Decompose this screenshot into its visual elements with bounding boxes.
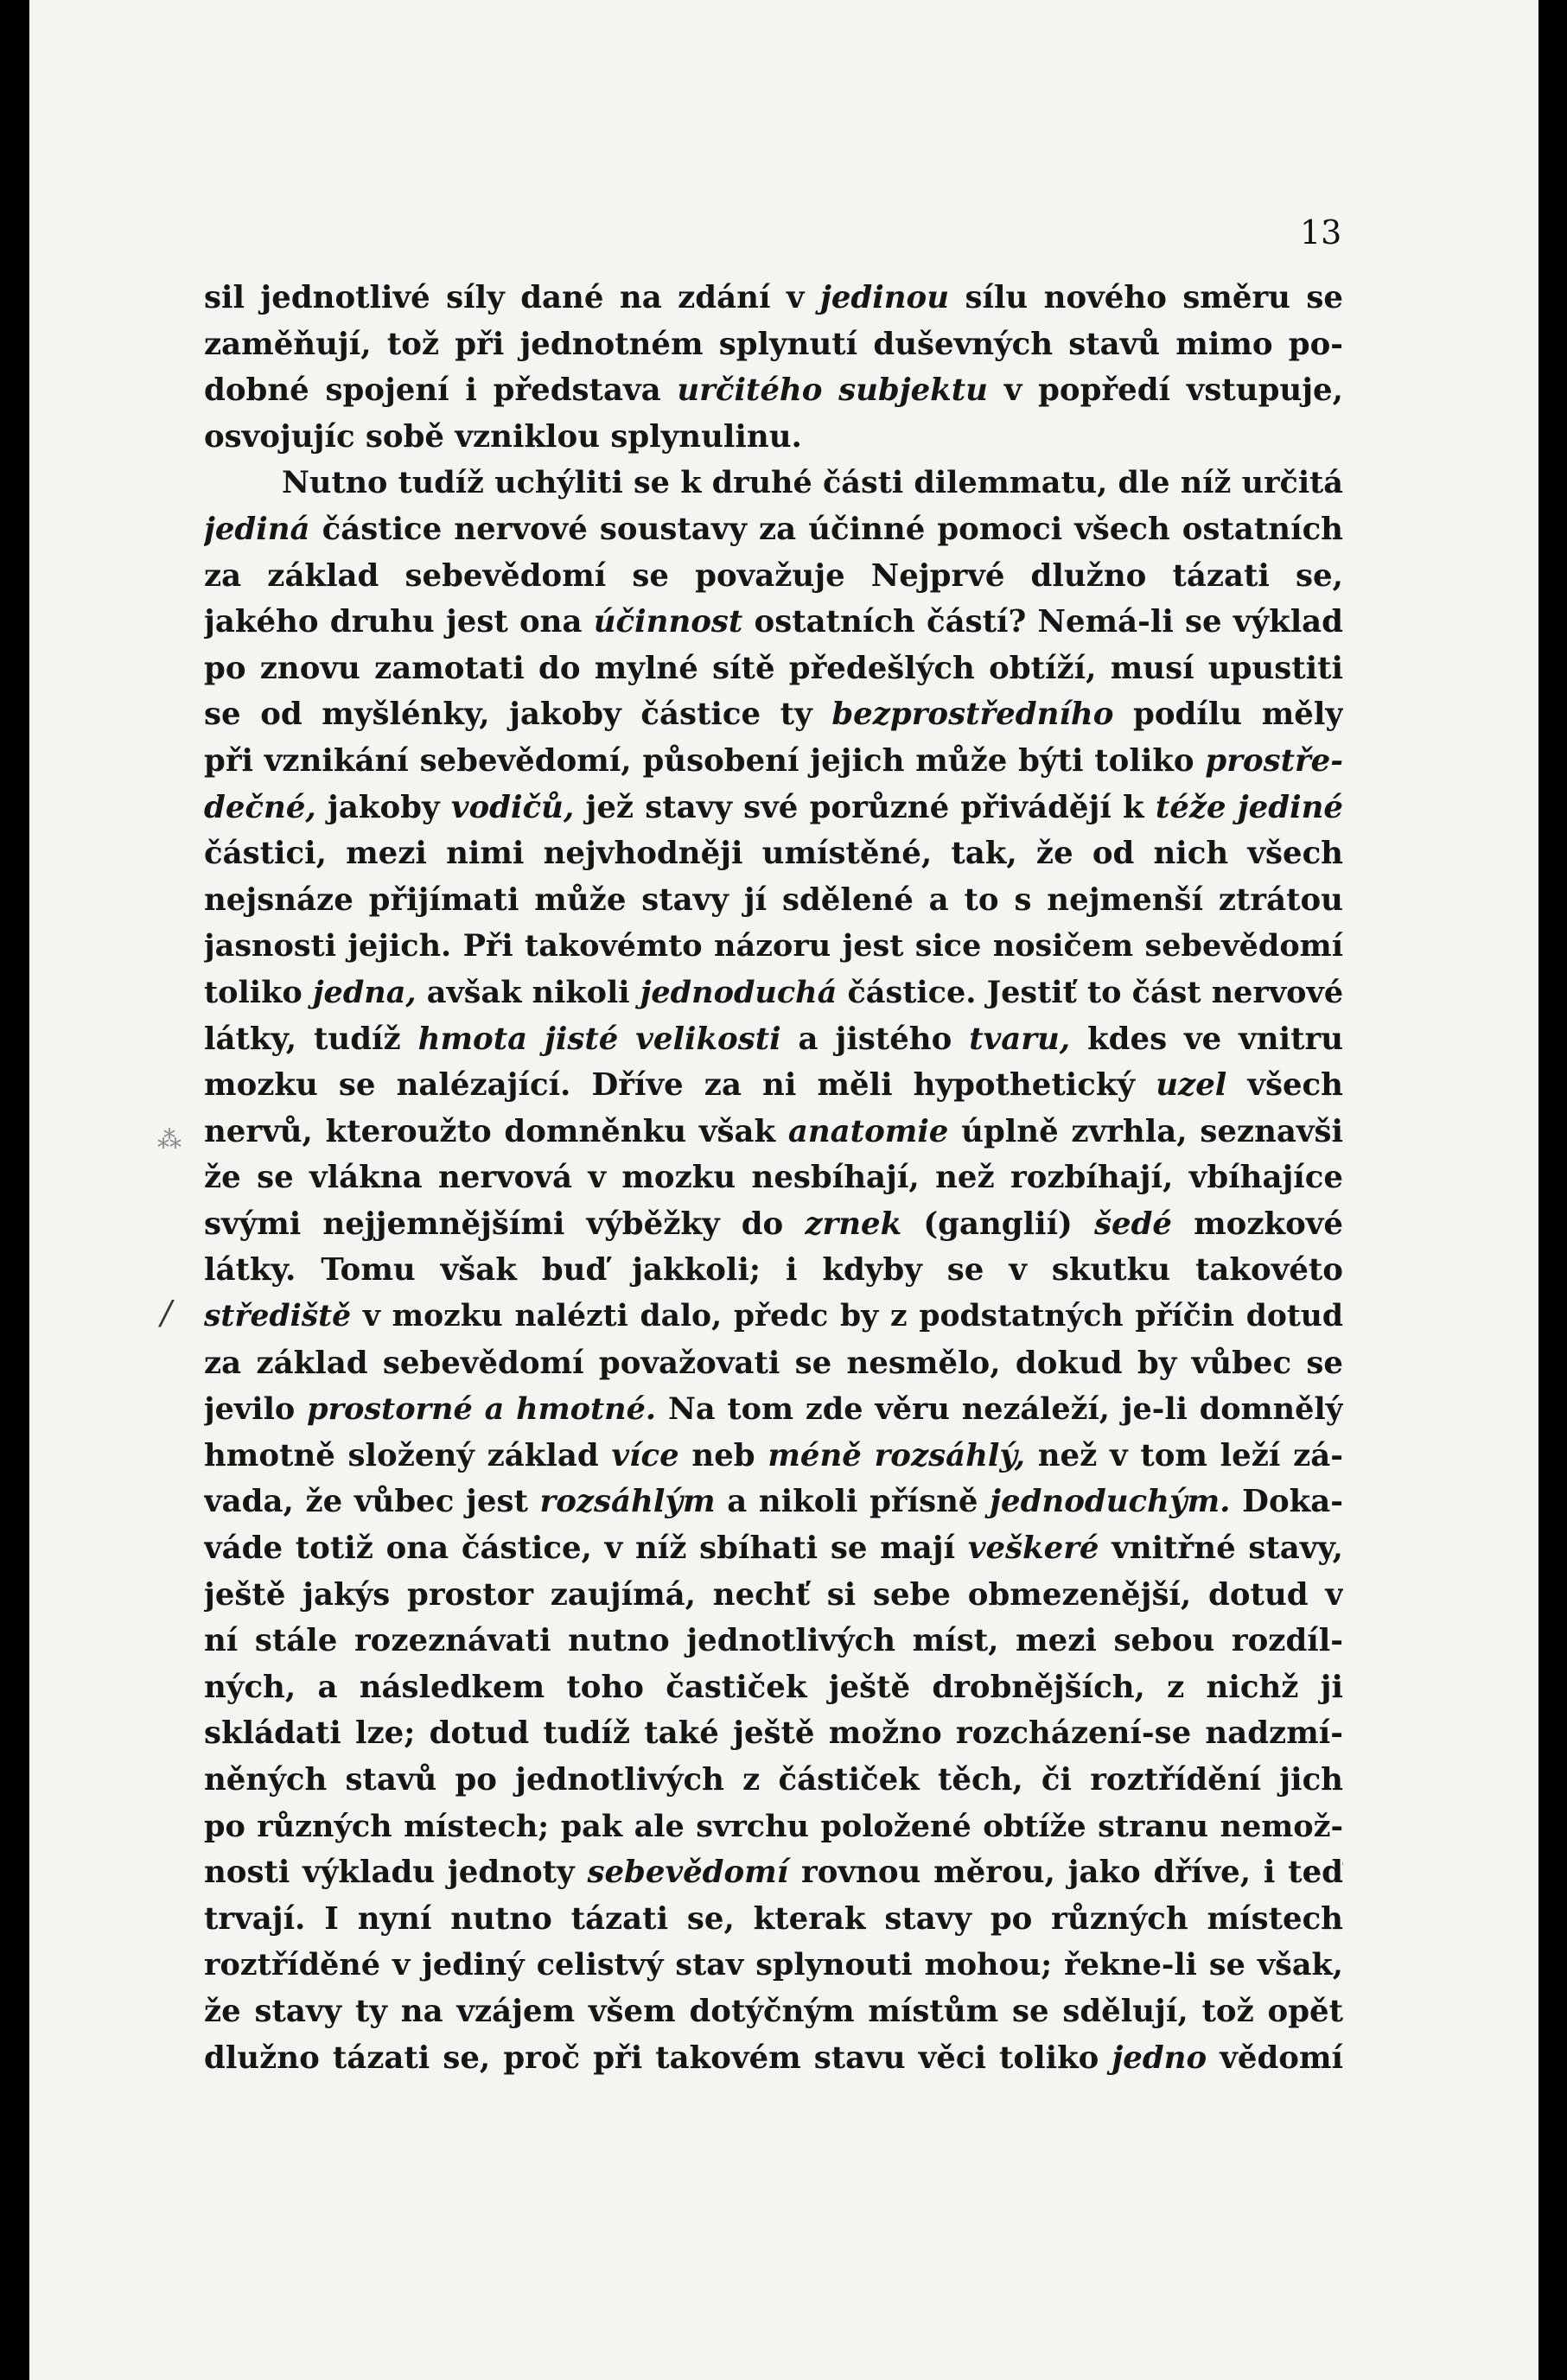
text-run: mozku se nalézající. Dříve za ni měli hypothetický bbox=[204, 1067, 1156, 1104]
italic-text: prostorné a hmotné. bbox=[307, 1391, 657, 1428]
text-run: vada, že vůbec jest bbox=[204, 1484, 540, 1520]
text-run: ní stále rozeznávati nutno jednotlivých míst, mezi sebou rozdíl- bbox=[204, 1623, 1343, 1659]
page-number: 13 bbox=[1300, 213, 1342, 251]
text-line bbox=[204, 1849, 1343, 1896]
text-line bbox=[204, 1989, 1343, 2035]
italic-text: určitého subjektu bbox=[677, 372, 988, 409]
text-run: při vznikání sebevědomí, působení jejich může býti toliko bbox=[204, 742, 1206, 779]
text-run: roztříděné v jediný celistvý stav splynouti mohou; řekne-li se však, bbox=[204, 1947, 1343, 1983]
italic-text: hmota jisté velikosti bbox=[417, 1021, 781, 1057]
text-run: za základ sebevědomí se považuje Nejprvé dlužno tázati se, bbox=[204, 557, 1343, 594]
text-line bbox=[204, 691, 1343, 738]
text-line bbox=[204, 1247, 1343, 1294]
text-run: po znovu zamotati do mylné sítě předešlých obtíží, musí upustiti bbox=[204, 650, 1343, 686]
text-run: a nikoli přísně bbox=[715, 1484, 991, 1520]
italic-text: uzel bbox=[1156, 1067, 1227, 1104]
text-line bbox=[204, 785, 1343, 831]
text-run: ještě jakýs prostor zaujímá, nechť si sebe obmezenější, dotud v bbox=[204, 1576, 1343, 1613]
text-line bbox=[204, 970, 1343, 1016]
italic-text: jedno bbox=[1112, 2040, 1207, 2076]
text-run: v popředí vstupuje, bbox=[988, 372, 1343, 409]
text-line bbox=[204, 830, 1343, 877]
text-line bbox=[204, 1062, 1343, 1109]
italic-text: jednoduchá bbox=[640, 974, 838, 1010]
text-run: látky, tudíž bbox=[204, 1021, 418, 1057]
text-line bbox=[204, 1386, 1343, 1433]
text-line bbox=[204, 275, 1343, 321]
text-run: jež stavy své porůzné přivádějí k bbox=[574, 789, 1156, 825]
text-line bbox=[204, 1525, 1343, 1572]
italic-text: jediná bbox=[204, 511, 310, 547]
body-text bbox=[204, 275, 1343, 2081]
text-run: všech bbox=[1226, 1067, 1343, 1104]
text-line bbox=[204, 1942, 1343, 1989]
italic-text: sebevědomí bbox=[587, 1855, 789, 1891]
text-run: částice. Jestiť to část nervové bbox=[837, 974, 1343, 1010]
text-line bbox=[204, 2035, 1343, 2082]
italic-text: prostře- bbox=[1205, 742, 1343, 779]
text-run: svými nejjemnějšími výběžky do bbox=[204, 1206, 806, 1242]
text-run: rovnou měrou, jako dříve, i teď bbox=[788, 1855, 1343, 1891]
text-run: jevilo bbox=[204, 1391, 308, 1428]
text-run: se od myšlénky, jakoby částice ty bbox=[204, 697, 832, 733]
text-run: zaměňují, tož při jednotném splynutí duševných stavů mimo po- bbox=[204, 326, 1343, 362]
italic-text: anatomie bbox=[787, 1113, 949, 1149]
text-run: sílu nového směru se bbox=[949, 280, 1343, 315]
text-run: Nutno tudíž uchýliti se k druhé části dilemmatu, dle níž určitá bbox=[282, 465, 1343, 501]
italic-text: více bbox=[611, 1437, 679, 1473]
text-run: Na tom zde věru nezáleží, je-li domnělý bbox=[656, 1391, 1343, 1428]
text-run: jakého druhu jest ona bbox=[204, 604, 594, 640]
text-line bbox=[204, 460, 1343, 506]
text-line bbox=[204, 321, 1343, 368]
text-run: než v tom leží zá- bbox=[1025, 1437, 1343, 1473]
italic-text: dečné, bbox=[204, 789, 316, 825]
text-line bbox=[204, 1479, 1343, 1525]
text-run: jasnosti jejich. Při takovémto názoru jest sice nosičem sebevědomí bbox=[204, 928, 1343, 964]
italic-text: účinnost bbox=[593, 604, 743, 640]
text-run: skládati lze; dotud tudíž také ještě možno rozcházení-se nadzmí- bbox=[204, 1715, 1343, 1752]
text-run: váde totiž ona částice, v níž sbíhati se mají bbox=[204, 1530, 968, 1567]
text-run: avšak nikoli bbox=[416, 974, 640, 1010]
text-line bbox=[204, 553, 1343, 600]
text-line bbox=[204, 414, 1343, 461]
text-run: za základ sebevědomí považovati se nesmělo, dokud by vůbec se bbox=[204, 1345, 1343, 1381]
text-run: nervů, kteroužto domněnku však bbox=[204, 1113, 788, 1149]
text-run: toliko bbox=[204, 974, 313, 1010]
text-run: trvají. I nyní nutno tázati se, kterak stavy po různých místech bbox=[204, 1900, 1343, 1937]
text-line bbox=[204, 1109, 1343, 1155]
text-run: a jistého bbox=[780, 1021, 970, 1057]
italic-text: střediště bbox=[204, 1299, 352, 1334]
text-line bbox=[204, 1572, 1343, 1619]
text-run: osvojujíc sobě vzniklou splynulinu. bbox=[204, 418, 802, 455]
text-run: dobné spojení i představa bbox=[204, 372, 678, 409]
margin-mark-smudge: ⁂ bbox=[157, 1125, 182, 1154]
text-line bbox=[204, 646, 1343, 692]
text-run: ostatních částí? Nemá-li se výklad bbox=[742, 604, 1343, 640]
text-run: Doka- bbox=[1230, 1484, 1343, 1520]
text-line bbox=[204, 506, 1343, 553]
italic-text: jednoduchým. bbox=[990, 1484, 1231, 1520]
text-line bbox=[204, 738, 1343, 785]
text-line bbox=[204, 1201, 1343, 1248]
italic-text: veškeré bbox=[967, 1530, 1099, 1567]
italic-text: jedna, bbox=[312, 974, 417, 1010]
text-line bbox=[204, 1618, 1343, 1664]
text-run: látky. Tomu však buď jakkoli; i kdyby se v skutku takovéto bbox=[204, 1252, 1343, 1289]
text-run: hmotně složený základ bbox=[204, 1437, 612, 1473]
text-run: jakoby bbox=[315, 789, 451, 825]
italic-text: tvaru, bbox=[969, 1021, 1071, 1057]
text-run: po různých místech; pak ale svrchu položené obtíže stranu nemož- bbox=[204, 1808, 1343, 1844]
text-run: mozkové bbox=[1171, 1206, 1343, 1242]
text-run: vnitřné stavy, bbox=[1099, 1530, 1343, 1567]
text-line bbox=[204, 367, 1343, 414]
italic-text: zrnek bbox=[805, 1206, 902, 1242]
text-line bbox=[204, 1294, 1343, 1340]
book-page bbox=[29, 0, 1538, 2380]
italic-text: bezprostředního bbox=[831, 697, 1114, 733]
text-line bbox=[204, 923, 1343, 970]
italic-text: téže jediné bbox=[1155, 789, 1343, 825]
text-run: částici, mezi nimi nejvhodněji umístěné, tak, že od nich všech bbox=[204, 836, 1343, 872]
text-run: částice nervové soustavy za účinné pomoci všech ostatních bbox=[309, 511, 1343, 547]
text-run: úplně zvrhla, seznavši bbox=[948, 1113, 1343, 1149]
text-run: ných, a následkem toho častiček ještě drobnějších, z nichž ji bbox=[204, 1669, 1343, 1705]
text-run: podílu měly bbox=[1113, 697, 1343, 733]
italic-text: vodičů, bbox=[450, 789, 575, 825]
italic-text: jedinou bbox=[819, 280, 950, 315]
text-run: nejsnáze přijímati může stavy jí sdělené a to s nejmenší ztrátou bbox=[204, 881, 1343, 918]
text-run: nosti výkladu jednoty bbox=[204, 1855, 588, 1891]
text-run: neb bbox=[678, 1437, 768, 1473]
text-run: dlužno tázati se, proč při takovém stavu věci toliko bbox=[204, 2040, 1112, 2076]
text-run: že stavy ty na vzájem všem dotýčným místům se sdělují, tož opět bbox=[204, 1993, 1343, 2029]
text-run: vědomí bbox=[1207, 2040, 1343, 2076]
text-line bbox=[204, 1340, 1343, 1387]
text-run: kdes ve vnitru bbox=[1070, 1021, 1343, 1057]
text-line bbox=[204, 1896, 1343, 1943]
text-run: něných stavů po jednotlivých z částiček těch, či roztřídění jich bbox=[204, 1762, 1343, 1798]
italic-text: méně rozsáhlý, bbox=[768, 1437, 1026, 1473]
text-line bbox=[204, 1710, 1343, 1757]
text-run: (ganglií) bbox=[901, 1206, 1094, 1242]
text-run: v mozku nalézti dalo, předc by z podstatných příčin dotud bbox=[351, 1299, 1343, 1334]
italic-text: rozsáhlým bbox=[539, 1484, 716, 1520]
text-line bbox=[204, 877, 1343, 924]
text-run: že se vlákna nervová v mozku nesbíhají, než rozbíhají, vbíhajíce bbox=[204, 1160, 1343, 1196]
text-line bbox=[204, 1016, 1343, 1063]
text-line bbox=[204, 1757, 1343, 1804]
text-run: sil jednotlivé síly dané na zdání v bbox=[204, 280, 820, 315]
text-line bbox=[204, 599, 1343, 646]
text-line bbox=[204, 1155, 1343, 1201]
text-line bbox=[204, 1433, 1343, 1480]
margin-mark-slash: / bbox=[161, 1294, 172, 1332]
text-line bbox=[204, 1804, 1343, 1850]
italic-text: šedé bbox=[1094, 1206, 1172, 1242]
text-line bbox=[204, 1664, 1343, 1711]
